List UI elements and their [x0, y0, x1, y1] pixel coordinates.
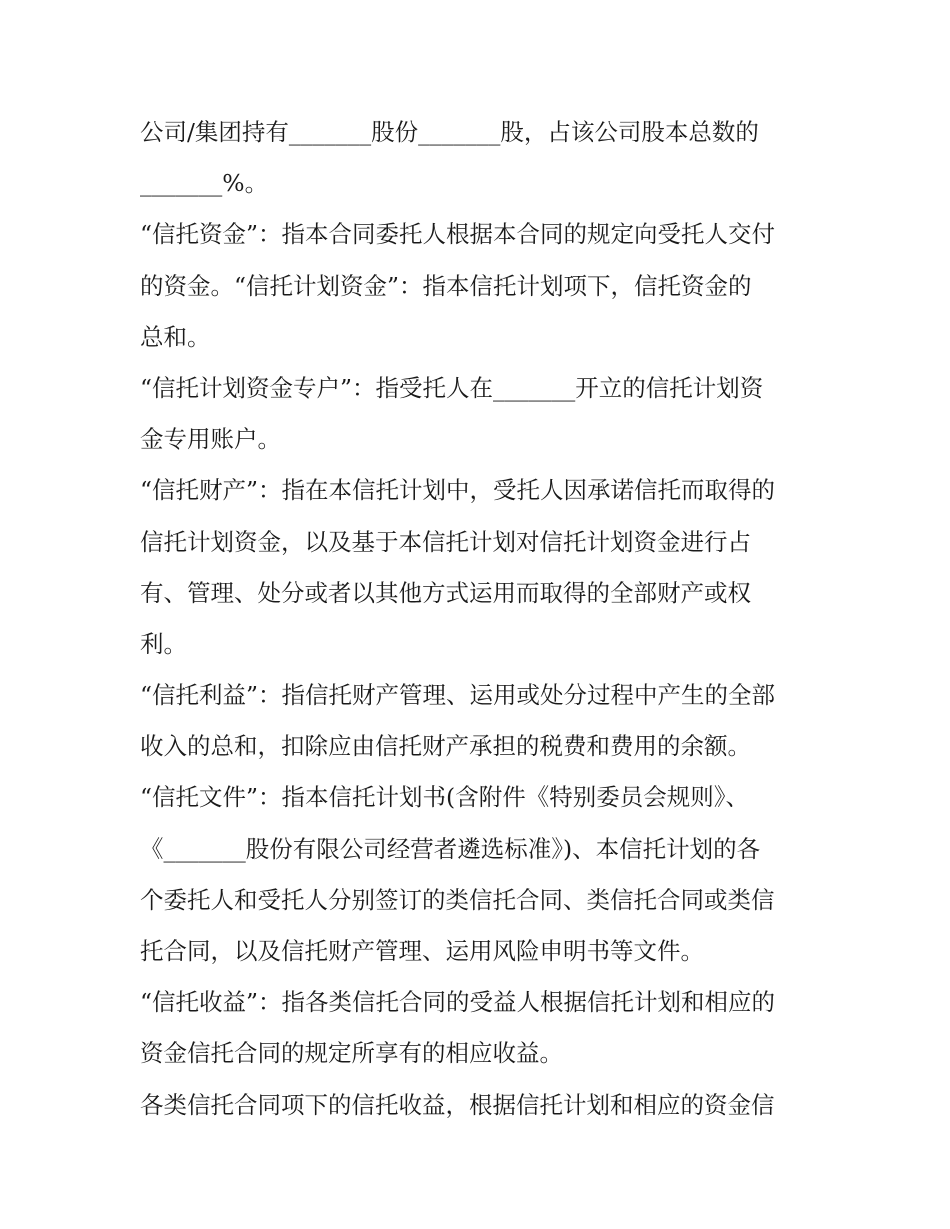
text-line: “信托计划资金专户”：指受托人在_______开立的信托计划资 [140, 373, 764, 402]
text-line: “信托收益”：指各类信托合同的受益人根据信托计划和相应的 [140, 988, 776, 1017]
text-line: “信托财产”：指在本信托计划中，受托人因承诺信托而取得的 [140, 476, 776, 505]
text-line: 信托计划资金，以及基于本信托计划对信托计划资金进行占 [140, 527, 751, 556]
text-line: 个委托人和受托人分别签订的类信托合同、类信托合同或类信 [140, 885, 775, 914]
text-line: 的资金。“信托计划资金”：指本信托计划项下，信托资金的 [140, 271, 752, 300]
text-line: 金专用账户。 [140, 425, 281, 454]
text-line: 公司/集团持有_______股份_______股，占该公司股本总数的 [140, 118, 759, 146]
document-body [140, 107, 812, 1131]
text-line: 有、管理、处分或者以其他方式运用而取得的全部财产或权 [140, 578, 751, 607]
text-line: “信托资金”：指本合同委托人根据本合同的规定向受托人交付 [140, 220, 776, 249]
text-line: 各类信托合同项下的信托收益，根据信托计划和相应的资金信 [140, 1090, 775, 1119]
text-line: 总和。 [140, 322, 211, 351]
text-line: 资金信托合同的规定所享有的相应收益。 [140, 1039, 563, 1068]
text-line: 收入的总和，扣除应由信托财产承担的税费和费用的余额。 [140, 732, 751, 761]
text-line: “信托利益”：指信托财产管理、运用或处分过程中产生的全部 [140, 681, 776, 710]
text-line: 利。 [140, 629, 187, 658]
text-line: 托合同，以及信托财产管理、运用风险申明书等文件。 [140, 937, 704, 965]
text-line: “信托文件”：指本信托计划书(含附件《特别委员会规则》、 [140, 783, 749, 812]
text-line: 《_______股份有限公司经营者遴选标准》)、本信托计划的各 [140, 834, 761, 863]
text-line: _______%。 [140, 169, 269, 198]
